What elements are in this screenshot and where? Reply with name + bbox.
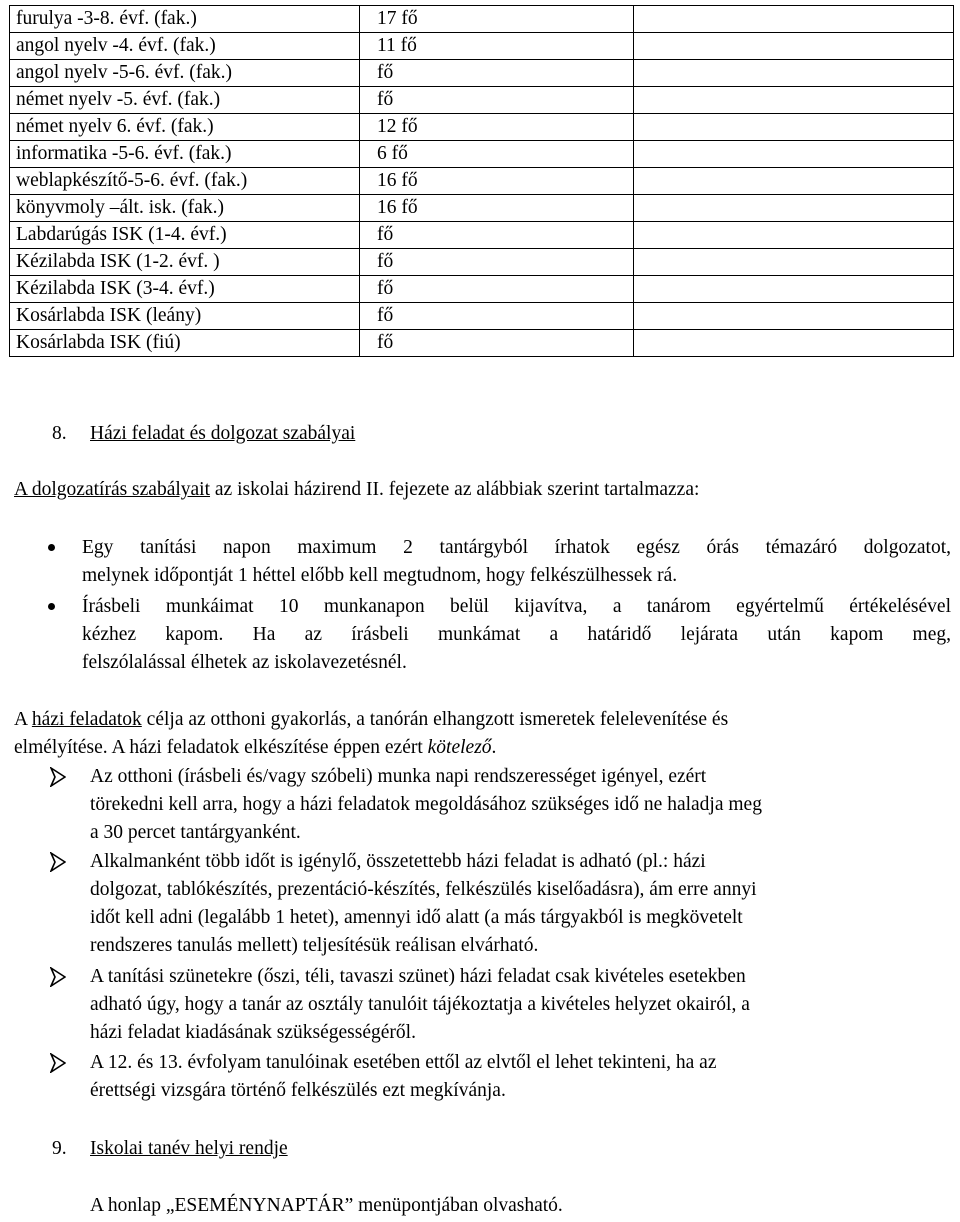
- arrow-2-line-4: rendszeres tanulás mellett) teljesítésük reálisan elvárható.: [90, 935, 539, 956]
- table-row: [10, 6, 954, 33]
- empty-cell: [634, 60, 954, 87]
- headcount-cell: fő: [360, 330, 634, 357]
- group-name-cell: Kosárlabda ISK (leány): [10, 303, 360, 330]
- empty-cell: [634, 276, 954, 303]
- headcount-cell: 6 fő: [360, 141, 634, 168]
- bullet-2-line-3: felszólalással élhetek az iskolavezetésnél.: [82, 652, 407, 673]
- arrow-1-line-1: Az otthoni (írásbeli és/vagy szóbeli) munka napi rendszerességet igényel, ezért: [90, 766, 707, 787]
- group-name-cell: Kosárlabda ISK (fiú): [10, 330, 360, 357]
- table-row: [10, 114, 954, 141]
- table-row: [10, 168, 954, 195]
- bullet-2-line-2: kézhez kapom. Ha az írásbeli munkámat a határidő lejárata után kapom meg,: [82, 624, 951, 645]
- table-row: [10, 87, 954, 114]
- group-name-cell: német nyelv -5. évf. (fak.): [10, 87, 360, 114]
- bullet-dot-icon: [48, 544, 55, 551]
- mandatory-emphasis: kötelező: [427, 737, 492, 758]
- group-name-cell: angol nyelv -5-6. évf. (fak.): [10, 60, 360, 87]
- empty-cell: [634, 168, 954, 195]
- bullet-dot-icon: [48, 603, 55, 610]
- headcount-cell: fő: [360, 249, 634, 276]
- homework-para-line-1: [14, 707, 728, 733]
- arrow-2-line-1: Alkalmanként több időt is igénylő, összetettebb házi feladat is adható (pl.: házi: [90, 851, 706, 872]
- study-groups-table-body: [10, 6, 954, 357]
- table-row: [10, 141, 954, 168]
- homework-para-rest: célja az otthoni gyakorlás, a tanórán elhangzott ismeretek felelevenítése és: [141, 709, 729, 730]
- section-8-number: 8.: [52, 423, 67, 444]
- headcount-cell: 16 fő: [360, 168, 634, 195]
- headcount-cell: fő: [360, 87, 634, 114]
- arrow-3-line-1: A tanítási szünetekre (őszi, téli, tavaszi szünet) házi feladat csak kivételes esetekben: [90, 966, 746, 987]
- table-row: [10, 222, 954, 249]
- headcount-cell: 17 fő: [360, 6, 634, 33]
- empty-cell: [634, 330, 954, 357]
- arrow-4-line-1: A 12. és 13. évfolyam tanulóinak esetében ettől az elvtől el lehet tekinteni, ha az: [90, 1052, 717, 1073]
- group-name-cell: Kézilabda ISK (1-2. évf. ): [10, 249, 360, 276]
- empty-cell: [634, 141, 954, 168]
- group-name-cell: weblapkészítő-5-6. évf. (fak.): [10, 168, 360, 195]
- empty-cell: [634, 195, 954, 222]
- bullet-1-line-1: Egy tanítási napon maximum 2 tantárgyból írhatok egész órás témazáró dolgozatot,: [82, 537, 951, 558]
- arrow-bullet-icon: [50, 767, 66, 787]
- homework-para-prefix: A: [14, 709, 32, 730]
- table-row: [10, 330, 954, 357]
- homework-link-text: házi feladatok: [31, 709, 142, 730]
- exam-rules-intro: [14, 477, 699, 503]
- arrow-1-line-2: törekedni kell arra, hogy a házi feladatok megoldásához szükséges idő ne haladja meg: [90, 794, 762, 815]
- table-row: [10, 303, 954, 330]
- homework-para-period: .: [491, 737, 497, 758]
- section-8-title: Házi feladat és dolgozat szabályai: [90, 423, 356, 444]
- table-row: [10, 33, 954, 60]
- headcount-cell: 12 fő: [360, 114, 634, 141]
- headcount-cell: fő: [360, 60, 634, 87]
- arrow-2-line-3: időt kell adni (legalább 1 hetet), amennyi idő alatt (a más tárgyakból is megkövetelt: [90, 907, 743, 928]
- arrow-bullet-icon: [50, 1053, 66, 1073]
- bullet-2-line-1: Írásbeli munkáimat 10 munkanapon belül kijavítva, a tanárom egyértelmű értékelésével: [82, 596, 951, 617]
- group-name-cell: Labdarúgás ISK (1-4. évf.): [10, 222, 360, 249]
- section-9-title: Iskolai tanév helyi rendje: [90, 1138, 288, 1159]
- group-name-cell: német nyelv 6. évf. (fak.): [10, 114, 360, 141]
- group-name-cell: Kézilabda ISK (3-4. évf.): [10, 276, 360, 303]
- empty-cell: [634, 87, 954, 114]
- arrow-1-line-3: a 30 percet tantárgyanként.: [90, 822, 301, 843]
- table-row: [10, 60, 954, 87]
- headcount-cell: fő: [360, 276, 634, 303]
- homework-para-line-2: [14, 735, 496, 761]
- arrow-bullet-icon: [50, 967, 66, 987]
- homework-para-line-2-text: elmélyítése. A házi feladatok elkészítése éppen ezért: [14, 737, 428, 758]
- headcount-cell: 16 fő: [360, 195, 634, 222]
- table-row: [10, 195, 954, 222]
- group-name-cell: informatika -5-6. évf. (fak.): [10, 141, 360, 168]
- empty-cell: [634, 33, 954, 60]
- arrow-bullet-icon: [50, 852, 66, 872]
- headcount-cell: 11 fő: [360, 33, 634, 60]
- section-9-number: 9.: [52, 1138, 67, 1159]
- arrow-4-line-2: érettségi vizsgára történő felkészülés ezt megkívánja.: [90, 1080, 506, 1101]
- headcount-cell: fő: [360, 222, 634, 249]
- empty-cell: [634, 114, 954, 141]
- arrow-3-line-3: házi feladat kiadásának szükségességéről.: [90, 1022, 416, 1043]
- empty-cell: [634, 222, 954, 249]
- table-row: [10, 276, 954, 303]
- headcount-cell: fő: [360, 303, 634, 330]
- group-name-cell: könyvmoly –ált. isk. (fak.): [10, 195, 360, 222]
- bullet-1-line-2: melynek időpontját 1 héttel előbb kell megtudnom, hogy felkészülhessek rá.: [82, 565, 678, 586]
- table-row: [10, 249, 954, 276]
- arrow-2-line-2: dolgozat, tablókészítés, prezentáció-készítés, felkészülés kiselőadásra), ám erre annyi: [90, 879, 757, 900]
- empty-cell: [634, 6, 954, 33]
- group-name-cell: furulya -3-8. évf. (fak.): [10, 6, 360, 33]
- exam-rules-intro-rest: az iskolai házirend II. fejezete az alábbiak szerint tartalmazza:: [210, 479, 700, 500]
- section-9-text: A honlap „ESEMÉNYNAPTÁR” menüpontjában olvasható.: [90, 1195, 563, 1216]
- study-groups-table: [9, 5, 954, 357]
- group-name-cell: angol nyelv -4. évf. (fak.): [10, 33, 360, 60]
- empty-cell: [634, 249, 954, 276]
- exam-rules-link-text: A dolgozatírás szabályait: [14, 479, 211, 500]
- arrow-3-line-2: adható úgy, hogy a tanár az osztály tanulóit tájékoztatja a kivételes helyzet okairól, a: [90, 994, 750, 1015]
- empty-cell: [634, 303, 954, 330]
